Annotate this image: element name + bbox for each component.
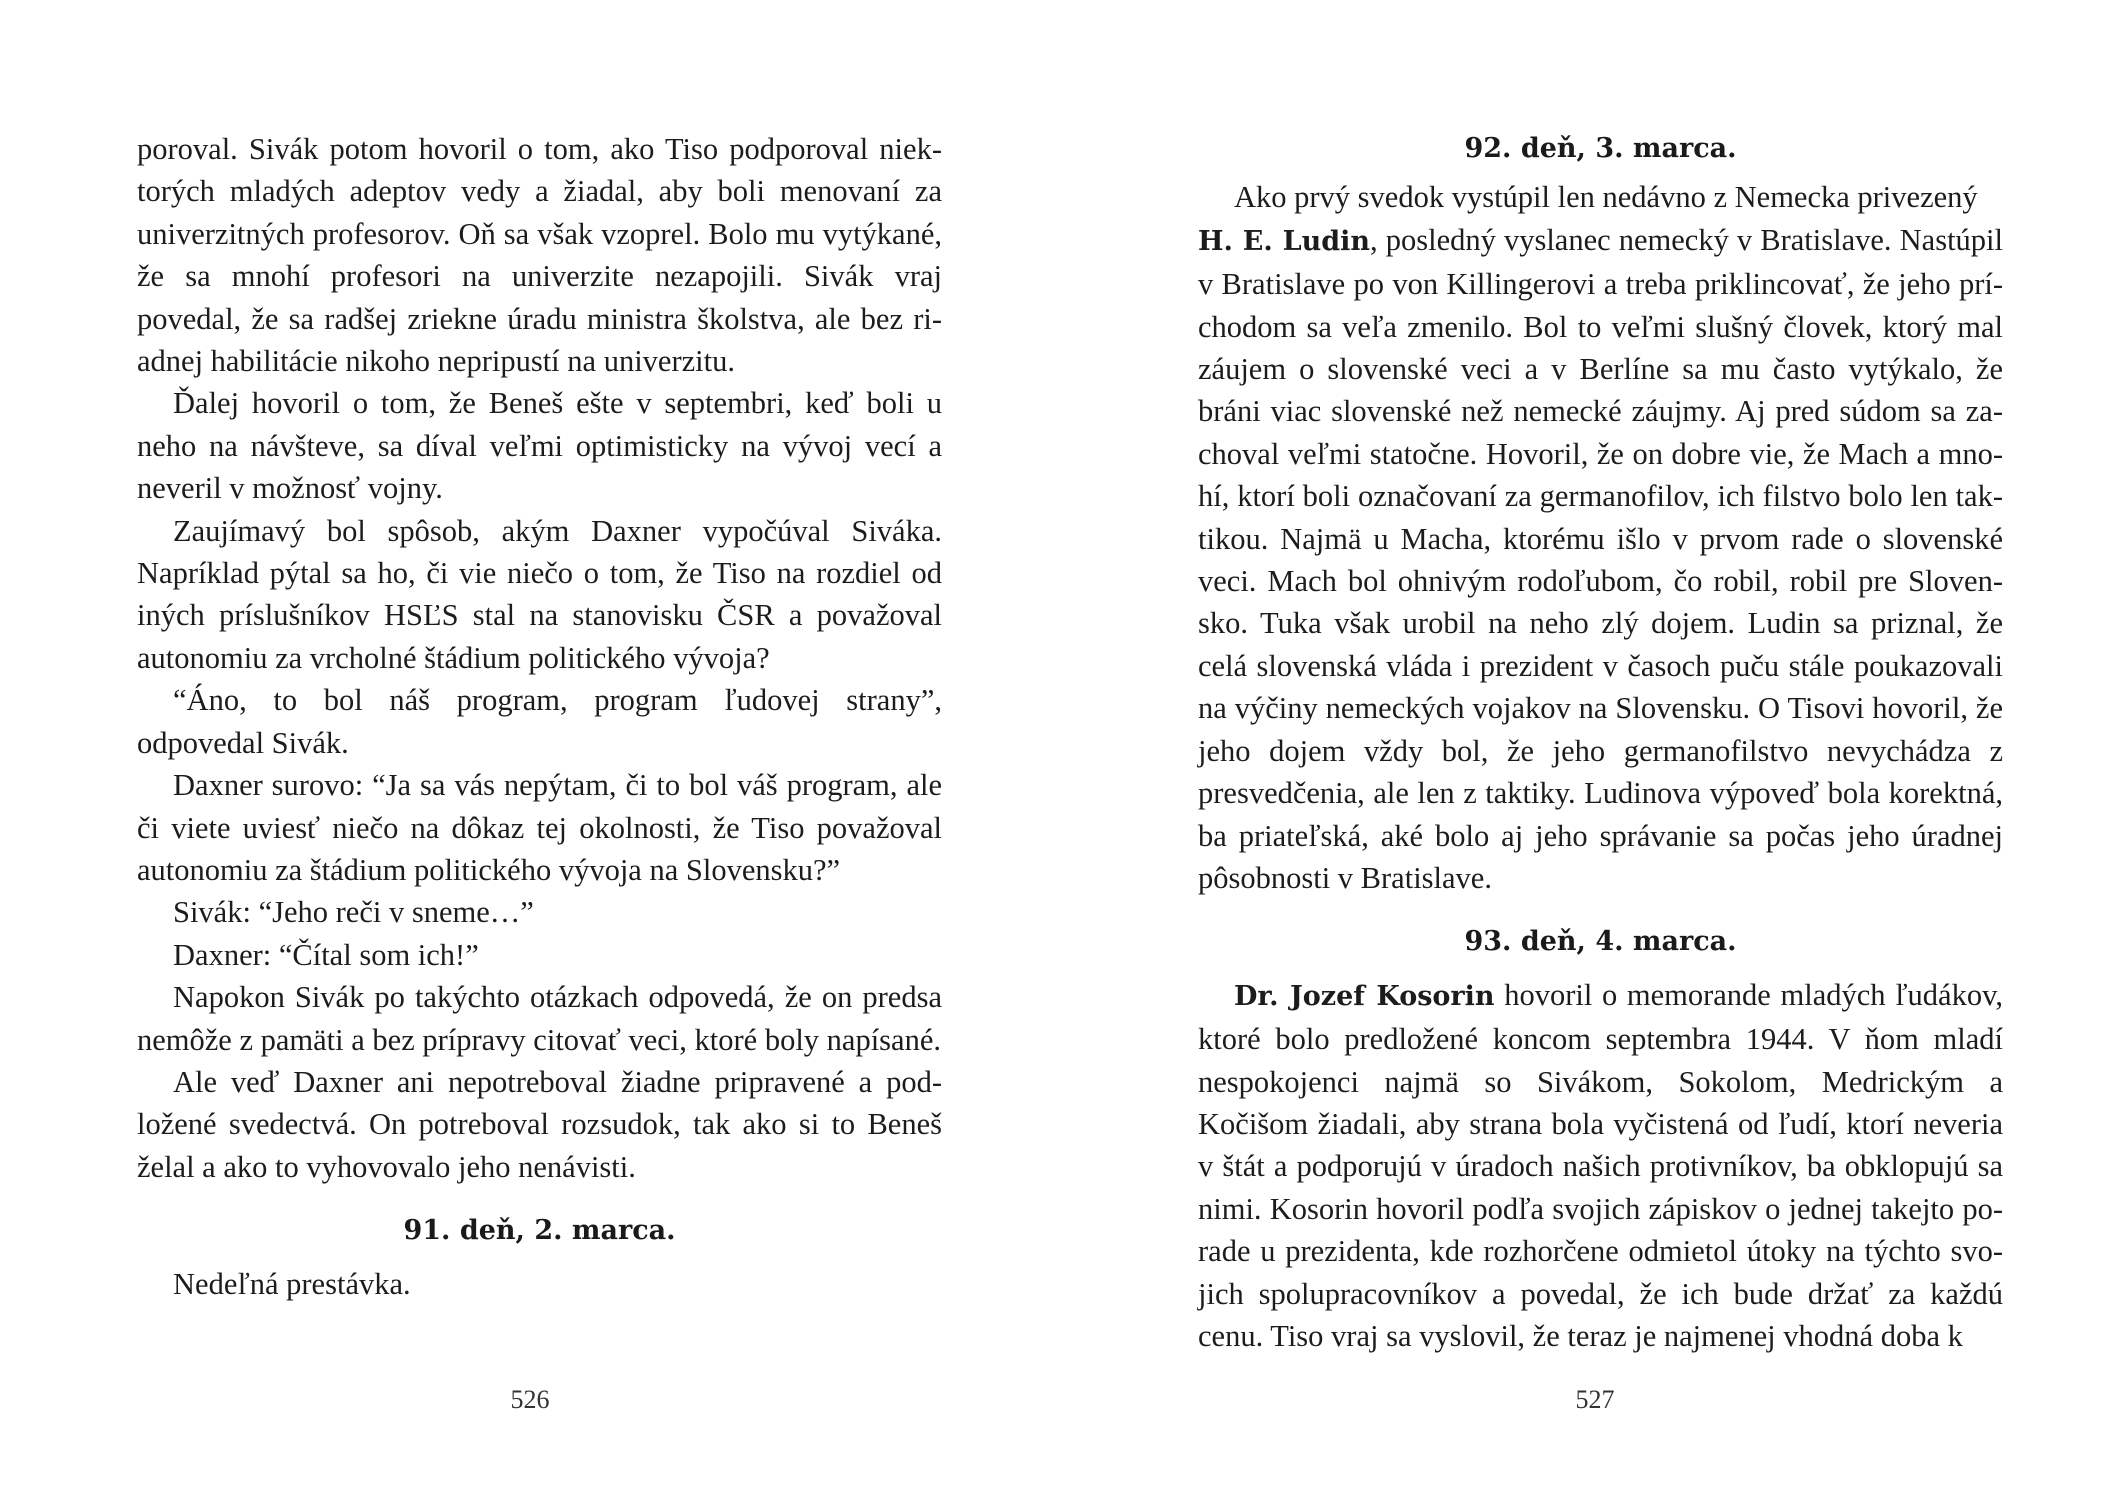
day-91-paragraph: Nedeľná prestávka. bbox=[173, 1266, 411, 1301]
witness-name-kosorin: Dr. Jozef Kosorin bbox=[1234, 980, 1495, 1012]
left-paragraph-7: Daxner: “Čítal som ich!” bbox=[173, 937, 479, 972]
left-paragraph-9: Ale veď Daxner ani nepotreboval žiadne pripravené a podložené svedectvá. On potreboval rozsudok, tak ako si to Beneš želal a ako to vyhovovalo jeho nenávisti. bbox=[137, 1064, 942, 1184]
day-92-heading: 92. deň, 3. marca. bbox=[1464, 133, 1737, 164]
left-paragraph-8: Napokon Sivák po takýchto otázkach odpovedá, že on predsa nemôže z pamäti a bez prípravy citovať veci, ktoré boly napísané. bbox=[137, 980, 942, 1057]
day-92-text: , posledný vyslanec nemecký v Bratislave. Nastúpil v Bratislave po von Killingerovi a treba priklincovať, že jeho príchodom sa veľa zmenilo. Bol to veľmi slušný človek, ktorý mal záujem o slovenské veci a v Berlíne sa mu často vytýkalo, že bráni viac slovenské než nemecké záujmy. Aj pred súdom sa zachoval veľmi statočne. Hovoril, že on dobre vie, že Mach a mnohí, ktorí boli označovaní za germanofilov, ich filstvo bolo len taktikou. Najmä u Macha, ktorému išlo v prvom rade o slovenské veci. Mach bol ohnivým rodoľubom, čo robil, robil pre Slovensko. Tuka však urobil na neho zlý dojem. Ludin sa priznal, že celá slovenská vláda i prezident v časoch puču stále poukazovali na výčiny nemeckých vojakov na Slovensku. O Tisovi hovoril, že jeho dojem vždy bol, že jeho germanofilstvo nevychádza z presvedčenia, ale len z taktiky. Ludinova výpoveď bola korektná, ba priateľská, aké bolo aj jeho správanie sa počas jeho úradnej pôsobnosti v Bratislave. bbox=[1198, 222, 2003, 895]
page-number-left: 526 bbox=[510, 1385, 550, 1414]
left-paragraph-2: Ďalej hovoril o tom, že Beneš ešte v septembri, keď boli u neho na návšteve, sa díval veľmi optimisticky na vývoj vecí a neveril v možnosť vojny. bbox=[137, 386, 942, 506]
day-93-text: hovoril o memorande mladých ľudákov, ktoré bolo predložené koncom septembra 1944. V ňom mladí nespokojenci najmä so Sivákom, Sokolom, Medrickým a Kočišom žiadali, aby strana bola vyčistená od ľudí, ktorí neveria v štát a podporujú v úradoch našich protivníkov, ba obklopujú sa nimi. Kosorin hovoril podľa svojich zápiskov o jednej takejto porade u prezidenta, kde rozhorčene odmietol útoky na týchto svojich spolupracovníkov a povedal, že ich bude držať za každú cenu. Tiso vraj sa vyslovil, že teraz je najmenej vhodná doba k bbox=[1198, 977, 2003, 1353]
witness-name-ludin: H. E. Ludin bbox=[1198, 225, 1371, 257]
left-paragraph-4: “Áno, to bol náš program, program ľudovej strany”, odpovedal Sivák. bbox=[137, 683, 942, 760]
left-paragraph-5: Daxner surovo: “Ja sa vás nepýtam, či to bol váš program, ale či viete uviesť niečo na dôkaz tej okolnosti, že Tiso považoval autonomiu za štádium politického vývoja na Slovensku?” bbox=[137, 768, 942, 887]
right-page bbox=[1198, 128, 2003, 1357]
page-number-right: 527 bbox=[1575, 1385, 1615, 1414]
day-93-heading: 93. deň, 4. marca. bbox=[1464, 926, 1737, 958]
day-93-paragraph bbox=[1198, 974, 2003, 1358]
left-paragraph-1: poroval. Sivák potom hovoril o tom, ako Tiso podporoval niektorých mladých adeptov vedy a žiadal, aby boli menovaní za univerzitných profesorov. Oň sa však vzoprel. Bolo mu vytýkané, že sa mnohí profesori na univerzite nezapojili. Sivák vraj povedal, že sa radšej zriekne úradu ministra školstva, ale bez riadnej habilitácie nikoho nepripustí na univerzitu. bbox=[137, 132, 942, 379]
left-paragraph-3: Zaujímavý bol spôsob, akým Daxner vypočúval Siváka. Napríklad pýtal sa ho, či vie niečo o tom, že Tiso na rozdiel od iných príslušníkov HSĽS stal na stanovisku ČSR a považoval autonomiu za vrcholné štádium politického vývoja? bbox=[137, 513, 942, 675]
day-92-intro: Ako prvý svedok vystúpil len nedávno z Nemecka privezený bbox=[1234, 180, 1978, 215]
day-91-heading: 91. deň, 2. marca. bbox=[403, 1215, 676, 1247]
left-page bbox=[137, 128, 942, 1305]
day-92-paragraph bbox=[1198, 176, 2003, 899]
left-paragraph-6: Sivák: “Jeho reči v sneme…” bbox=[173, 895, 534, 930]
